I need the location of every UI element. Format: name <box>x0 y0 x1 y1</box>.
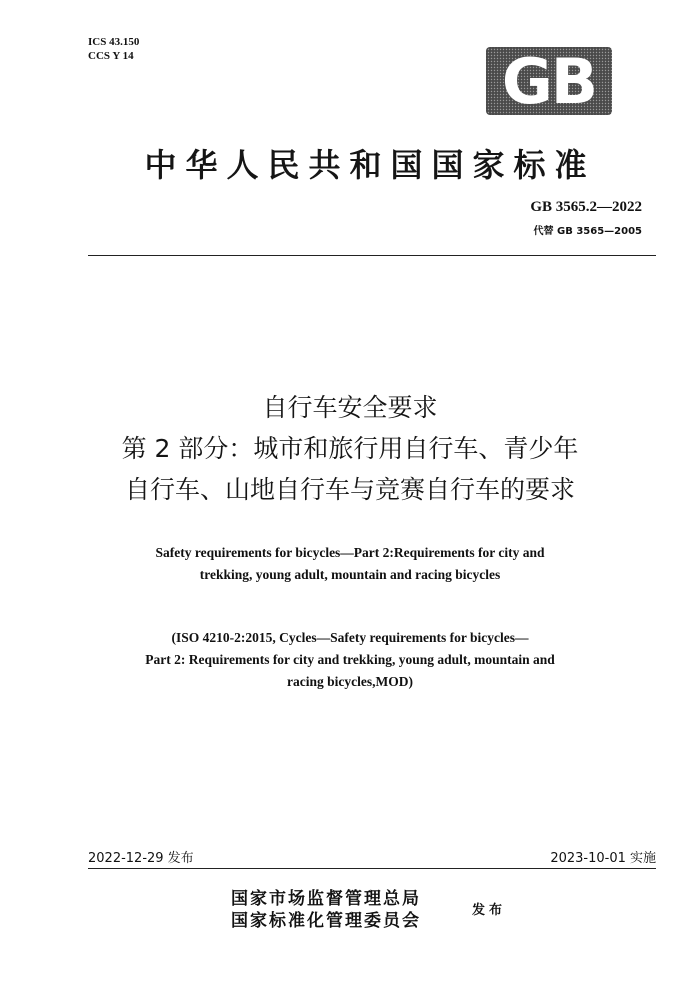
iso-reference <box>60 627 640 693</box>
issuing-authorities <box>231 888 421 932</box>
chinese-title-line-3: 自行车、山地自行车与竞赛自行车的要求 <box>124 475 575 504</box>
chinese-title-line-2: 第 2 部分：城市和旅行用自行车、青少年 <box>121 434 579 463</box>
ics-code: ICS 43.150 <box>88 36 140 48</box>
standard-number: GB 3565.2—2022 <box>530 199 642 215</box>
issuer-sac: 国家标准化管理委员会 <box>231 911 421 931</box>
english-title <box>60 542 640 586</box>
chinese-title <box>40 387 660 510</box>
organization-title: 中华人民共和国国家标准 <box>144 146 596 184</box>
english-title-line-2: trekking, young adult, mountain and racing bicycles <box>199 567 501 582</box>
bottom-divider <box>88 868 656 869</box>
ccs-code: CCS Y 14 <box>88 50 134 62</box>
implementation-date: 2023-10-01 实施 <box>550 851 656 866</box>
classification-codes <box>88 35 139 63</box>
replaces-standard: 代替 GB 3565—2005 <box>533 226 642 237</box>
iso-reference-line-2: Part 2: Requirements for city and trekking, young adult, mountain and <box>145 652 555 667</box>
chinese-title-line-1: 自行车安全要求 <box>262 393 438 422</box>
issuer-samr: 国家市场监督管理总局 <box>231 889 421 909</box>
top-divider <box>88 255 656 256</box>
english-title-line-1: Safety requirements for bicycles—Part 2:Requirements for city and <box>155 545 545 560</box>
logo-text: GB <box>501 45 597 117</box>
gb-logo <box>484 45 614 117</box>
publish-date: 2022-12-29 发布 <box>88 851 194 866</box>
iso-reference-line-3: racing bicycles,MOD) <box>287 674 413 689</box>
issue-label: 发布 <box>472 903 507 918</box>
iso-reference-line-1: (ISO 4210-2:2015, Cycles—Safety requirements for bicycles— <box>171 630 529 645</box>
